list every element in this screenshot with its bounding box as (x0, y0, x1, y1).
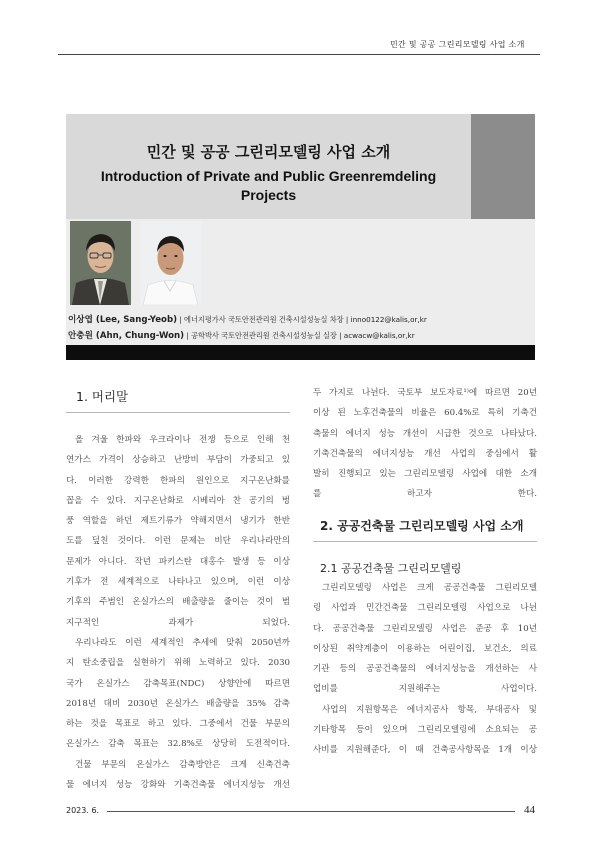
article-title-english (66, 167, 471, 205)
author-line-1 (68, 313, 427, 325)
text-line: 2018년 대비 2030년 온실가스 배출량을 35% 감축 (66, 698, 290, 709)
english-title-line-1: Introduction of Private and Public Greenremdeling (100, 168, 437, 184)
text-line: 그린리모델링 사업은 크게 공공건축물 그린리모델 (322, 583, 537, 593)
text-line: 축물의 에너지 성능 개선이 시급한 것으로 나타났다. (313, 428, 537, 439)
text-line: 국가 온실가스 감축목표(NDC) 상향안에 따르면 (66, 678, 290, 689)
header-rule (58, 54, 540, 55)
text-line: 링 사업과 민간건축물 그린리모델링 사업으로 나뉜 (313, 603, 537, 614)
text-line: 기타항목 등이 있으며 그린리모델링에 소요되는 공 (313, 725, 537, 736)
paragraph (313, 383, 537, 505)
text-line: 지구적인 과제가 되었다. (66, 617, 290, 628)
text-line: 올 겨울 한파와 우크라이나 전쟁 등으로 인해 천 (75, 435, 290, 445)
text-line: 건물 부문의 온실가스 감축방안은 크게 신축건축 (75, 759, 290, 770)
author-photo-lee (70, 221, 131, 305)
section-heading: 2. 공공건축물 그린리모델링 사업 소개 (320, 519, 524, 533)
running-header: 민간 및 공공 그린리모델링 사업 소개 (390, 40, 525, 49)
paragraph (313, 578, 537, 761)
text-line: 기후의 주범인 온실가스의 배출량을 줄이는 것이 범 (66, 597, 290, 608)
text-line: 를 하고자 한다. (313, 489, 537, 500)
page-number: 44 (524, 804, 535, 816)
footer-rule (107, 811, 515, 812)
text-line: 다. 공공건축물 그린리모델링 사업은 준공 후 10년 (313, 623, 537, 634)
header-black-bar (66, 345, 535, 360)
author-affiliation: | 공학박사 국토안전관리원 건축시설성능실 실장 | acwacw@kalis,or,kr (184, 331, 415, 340)
article-title-korean: 민간 및 공공 그린리모델링 사업 소개 (146, 143, 391, 161)
text-line: 다. 이러한 강력한 한파의 원인으로 지구온난화를 (66, 475, 290, 486)
text-line: 두 가지로 나뉜다. 국토부 보도자료¹⁾에 따르면 20년 (313, 388, 537, 398)
issue-date: 2023. 6. (66, 806, 100, 815)
text-line: 지 탄소중립을 실현하기 위해 노력하고 있다. 2030 (66, 658, 290, 669)
author-photo-ahn (140, 221, 201, 305)
text-line: 풍 역할을 하던 제트기류가 약해지면서 냉기가 한반 (66, 516, 290, 527)
text-line: 사업의 지원항목은 에너지공사 항목, 부대공사 및 (322, 704, 537, 715)
side-band (471, 114, 535, 219)
subsection-heading: 2.1 공공건축물 그린리모델링 (320, 562, 462, 575)
text-line: 물 에너지 성능 강화와 기축건축물 에너지성능 개선 (66, 780, 290, 791)
text-line: 도를 덮친 것이다. 이런 문제는 비단 우리나라만의 (66, 536, 290, 547)
author-band (66, 219, 535, 345)
text-line: 기축건축물의 에너지성능 개선 사업의 중심에서 활 (313, 448, 537, 459)
section-heading: 1. 머리말 (76, 389, 129, 404)
english-title-line-2: Projects (240, 187, 297, 203)
text-line: 업비를 지원해주는 사업이다. (313, 684, 537, 695)
author-affiliation: | 에너지평가사 국토안전관리원 건축시설성능실 차장 | inno0122@kalis,or,kr (177, 315, 427, 324)
text-line: 연가스 가격이 상승하고 난방비 부담이 가중되고 있 (66, 455, 290, 466)
text-line: 문제가 아니다. 작년 파키스탄 대홍수 발생 등 이상 (66, 556, 290, 567)
text-line: 이상 된 노후건축물의 비율은 60.4%로 특히 기축건 (313, 408, 537, 419)
text-line: 발히 진행되고 있는 그린리모델링 사업에 대한 소개 (313, 469, 537, 480)
author-line-2 (68, 329, 415, 341)
text-line: 하는 것을 목표로 하고 있다. 그중에서 건물 부문의 (66, 719, 290, 730)
text-line: 기관 등의 공공건축물의 에너지성능을 개선하는 사 (313, 664, 537, 675)
text-line: 사비를 지원해준다, 이 때 건축공사항목을 1개 이상 (313, 745, 537, 756)
text-line: 온실가스 감축 목표는 32.8%로 상당히 도전적이다. (66, 739, 290, 750)
text-line: 꼽을 수 있다. 지구온난화로 시베리아 찬 공기의 벙 (66, 495, 290, 506)
section-rule (66, 412, 290, 413)
text-line: 기후가 전 세계적으로 나타나고 있으며, 이런 이상 (66, 577, 290, 588)
section-rule (313, 541, 537, 542)
text-line: 이상된 취약계층이 이용하는 어린이집, 보건소, 의료 (313, 643, 537, 654)
author-name: 안충원 (Ahn, Chung-Won) (68, 331, 185, 341)
paragraph (66, 430, 290, 795)
author-name: 이상엽 (Lee, Sang-Yeob) (68, 315, 178, 325)
text-line: 우리나라도 이런 세계적인 추세에 맞춰 2050년까 (75, 637, 290, 648)
